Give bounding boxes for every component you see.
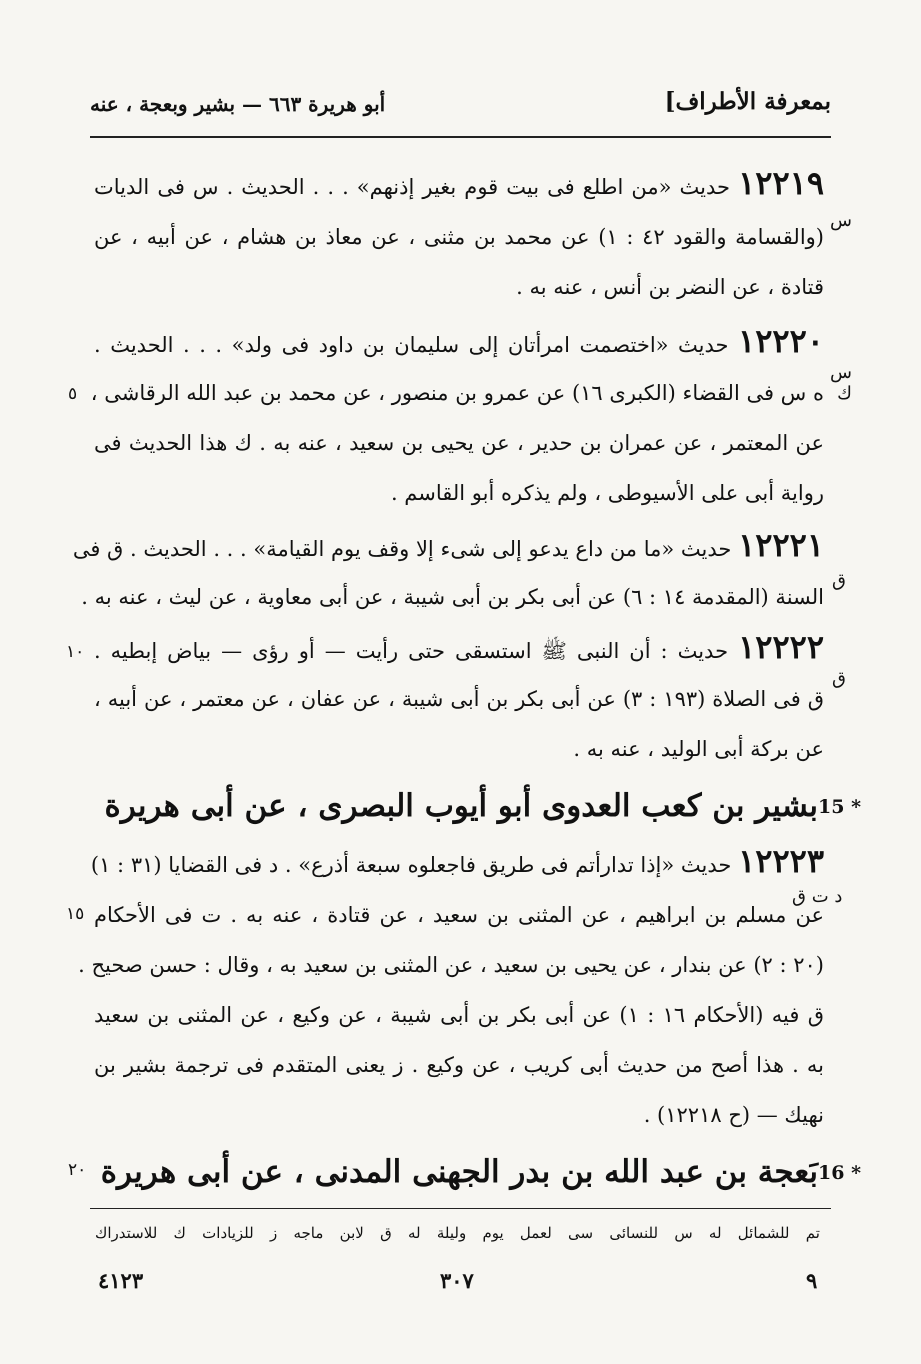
legend-item: س للنسائى	[609, 1224, 693, 1242]
margin-sigla: ق	[832, 668, 846, 689]
chapter-number: 15 *	[818, 796, 862, 818]
entry-line: نهيك — (ح ١٢٢١٨) .	[643, 1103, 824, 1127]
entry-line: حديث «من اطلع فى بيت قوم بغير إذنهم» . . . الحديث . س فى الديات	[94, 175, 731, 199]
legend-item: تم للشمائل له	[708, 1224, 820, 1242]
line-number: ١٠	[66, 642, 85, 662]
footnote-rule	[90, 1208, 831, 1209]
entry-line: حديث «ما من داع يدعو إلى شىء إلا وقف يوم القيامة» . . . الحديث . ق فى	[72, 537, 732, 561]
margin-sigla: ق	[832, 570, 846, 591]
entry-line: به . هذا أصح من حديث أبى كريب ، عن وكيع . ز يعنى المتقدم فى ترجمة بشير بن	[94, 1053, 824, 1077]
entry-line: حديث : أن النبى ﷺ استسقى حتى رأيت — أو رؤى — بياض إبطيه .	[94, 639, 729, 663]
entry-line: (والقسامة والقود ٤٢ : ١) عن محمد بن مثنى ، عن معاذ بن هشام ، عن أبيه ، عن	[94, 225, 824, 249]
entry-line: حديث «اختصمت امرأتان إلى سليمان بن داود فى ولد» . . . الحديث .	[94, 333, 729, 357]
margin-sigla: د ت ق	[792, 886, 843, 907]
line-number: ٥	[68, 384, 78, 404]
entry-number: ١٢٢١٩	[738, 164, 824, 202]
entry-line: ق فى الصلاة (١٩٣ : ٣) عن أبى بكر بن أبى شيبة ، عن عفان ، عن معتمر ، عن أبيه ،	[94, 687, 824, 711]
entry-line: رواية أبى على الأسيوطى ، ولم يذكره أبو القاسم .	[390, 481, 824, 505]
header-rule	[90, 136, 831, 138]
margin-sigla: س ك	[830, 362, 852, 404]
chapter-title: بَعجة بن عبد الله بن بدر الجهنى المدنى ، عن أبى هريرة	[100, 1154, 818, 1190]
entry-number: ١٢٢٢٠	[738, 322, 824, 360]
page-number: ٣٠٧	[440, 1268, 474, 1293]
sigla-legend	[95, 1224, 820, 1242]
entry-line: (٢٠ : ٢) عن بندار ، عن يحيى بن سعيد ، عن المثنى بن سعيد به ، وقال : حسن صحيح .	[78, 953, 824, 977]
legend-item: سى لعمل يوم وليلة له	[407, 1224, 594, 1242]
header-subject: أبو هريرة ٦٦٣ — بشير وبعجة ، عنه	[90, 92, 386, 116]
chapter-title: بشير بن كعب العدوى أبو أيوب البصرى ، عن أبى هريرة	[104, 788, 818, 824]
line-number: ١٥	[66, 904, 85, 924]
footer-serial: ٤١٢٣	[98, 1268, 144, 1293]
entry-line: عن مسلم بن ابراهيم ، عن المثنى بن سعيد ، عن قتادة ، عنه به . ت فى الأحكام	[94, 903, 824, 927]
entry-line: عن بركة أبى الوليد ، عنه به .	[573, 737, 824, 761]
line-number: ٢٠	[68, 1160, 87, 1180]
legend-item: ق لابن ماجه	[293, 1224, 392, 1242]
header-section-title: بمعرفة الأطراف]	[664, 88, 831, 115]
margin-sigla: س	[830, 210, 852, 231]
footer-volume-page: ٩	[806, 1268, 818, 1293]
running-header	[90, 82, 831, 126]
entry-line: ه س فى القضاء (الكبرى ١٦) عن عمرو بن منصور ، عن محمد بن عبد الله الرقاشى ،	[90, 381, 824, 405]
legend-item: ز للزيادات	[202, 1224, 278, 1242]
entry-number: ١٢٢٢١	[738, 526, 824, 564]
entry-line: حديث «إذا تدارأتم فى طريق فاجعلوه سبعة أذرع» . د فى القضايا (٣١ : ١)	[90, 853, 732, 877]
entry-line: ق فيه (الأحكام ١٦ : ١) عن أبى بكر بن أبى شيبة ، عن وكيع ، عن المثنى بن سعيد	[94, 1003, 825, 1027]
legend-item: ك للاستدراك	[95, 1224, 186, 1242]
entry-number: ١٢٢٢٢	[738, 628, 824, 666]
entry-line: قتادة ، عن النضر بن أنس ، عنه به .	[516, 275, 824, 299]
chapter-number: 16 *	[818, 1162, 862, 1184]
entry-number: ١٢٢٢٣	[738, 842, 824, 880]
entry-line: عن المعتمر ، عن عمران بن حدير ، عن يحيى بن سعيد ، عنه به . ك هذا الحديث فى	[94, 431, 824, 455]
entry-line: السنة (المقدمة ١٤ : ٦) عن أبى بكر بن أبى شيبة ، عن أبى معاوية ، عن ليث ، عنه به .	[81, 585, 824, 609]
